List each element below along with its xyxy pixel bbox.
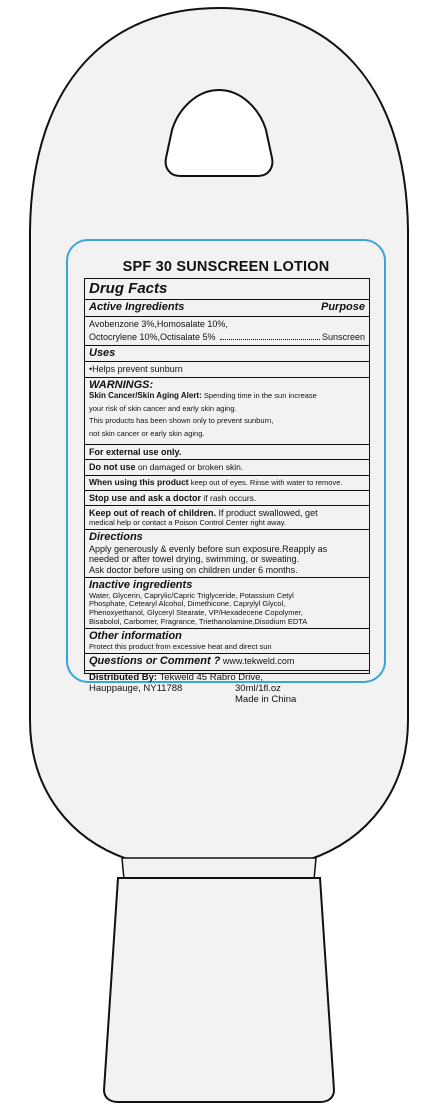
stop-use-bold: Stop use and ask a doctor [89,492,202,503]
inactive-line-3: Phenoxyethanol, Glyceryl Stearate, VP/Hexadecene Copolymer, [89,607,303,617]
purpose-heading: Purpose [320,301,365,314]
product-label [66,239,386,705]
uses-heading: Uses [89,346,116,359]
keep-out-text-1: If product swallowed, get [216,508,318,519]
volume: 30ml/1fl.oz [235,682,281,694]
active-line-2: Octocrylene 10%,Octisalate 5% [89,332,216,343]
directions-line-2: needed or after towel drying, swimming, or sweating. [89,554,300,565]
uses-section [85,346,369,378]
bottle-cap [104,878,334,1102]
purpose-leader [220,339,320,340]
do-not-use-text: on damaged or broken skin. [135,462,244,473]
inactive-section [85,578,369,629]
when-using-text: keep out of eyes. Rinse with water to remove. [188,477,343,487]
drug-facts-panel [84,278,370,705]
distributor-section [85,671,369,708]
purpose-value: Sunscreen [321,332,365,343]
drug-facts-heading: Drug Facts [89,280,168,297]
active-ingredients-section [85,300,369,345]
stop-use-text: if rash occurs. [201,492,257,503]
uses-item: •Helps prevent sunburn [85,361,369,374]
inactive-line-2: Phosphate, Cetearyl Alcohol, Dimethicone, Caprylyl Glycol, [89,599,286,609]
do-not-use-bold: Do not use [89,462,136,473]
distributed-city: Hauppauge, NY11788 [89,682,183,694]
inactive-line-1: Water, Glycerin, Caprylic/Capric Triglyceride, Potassium Cetyl [89,590,294,600]
active-heading: Active Ingredients [89,301,185,314]
inactive-line-4: Bisabolol, Carbomer, Fragrance, Triethanolamine,Disodium EDTA [89,616,308,626]
product-title: SPF 30 SUNSCREEN LOTION [122,259,330,275]
alert-text-2: your risk of skin cancer and early skin aging. [89,403,237,413]
directions-heading: Directions [89,531,143,544]
when-using-bold: When using this product [89,476,189,487]
inactive-heading: Inactive ingredients [89,578,193,591]
questions-heading: Questions or Comment ? [89,655,221,668]
alert-bold: Skin Cancer/Skin Aging Alert: [89,391,202,401]
distributed-bold: Distributed By: [89,672,158,684]
warnings-section [85,378,369,531]
origin: Made in China [235,693,297,705]
other-text: Protect this product from excessive heat and direct sun [89,641,272,651]
drug-facts-header [85,279,369,300]
questions-section [85,654,369,671]
external-use: For external use only. [85,444,369,457]
directions-line-3: Ask doctor before using on children under 6 months. [89,564,298,575]
directions-section [85,530,369,578]
questions-url: www.tekweld.com [220,656,295,667]
alert-text-4: not skin cancer or early skin aging. [89,429,205,439]
alert-text-3: This products has been shown only to prevent sunburn, [89,416,274,426]
active-line-1: Avobenzone 3%,Homosalate 10%, [85,316,369,329]
keep-out-text-2: medical help or contact a Poison Control Center right away. [89,517,287,527]
directions-line-1: Apply generously & evenly before sun exposure.Reapply as [89,543,328,554]
distributed-line-1: Tekweld 45 Rabro Drive, [157,672,264,684]
other-heading: Other information [89,630,182,643]
alert-text-1: Spending time in the sun increase [201,391,317,401]
other-info-section [85,629,369,654]
warnings-heading: WARNINGS: [89,378,154,391]
keep-out-bold: Keep out of reach of children. [89,508,217,519]
bottle-neck [122,858,316,880]
